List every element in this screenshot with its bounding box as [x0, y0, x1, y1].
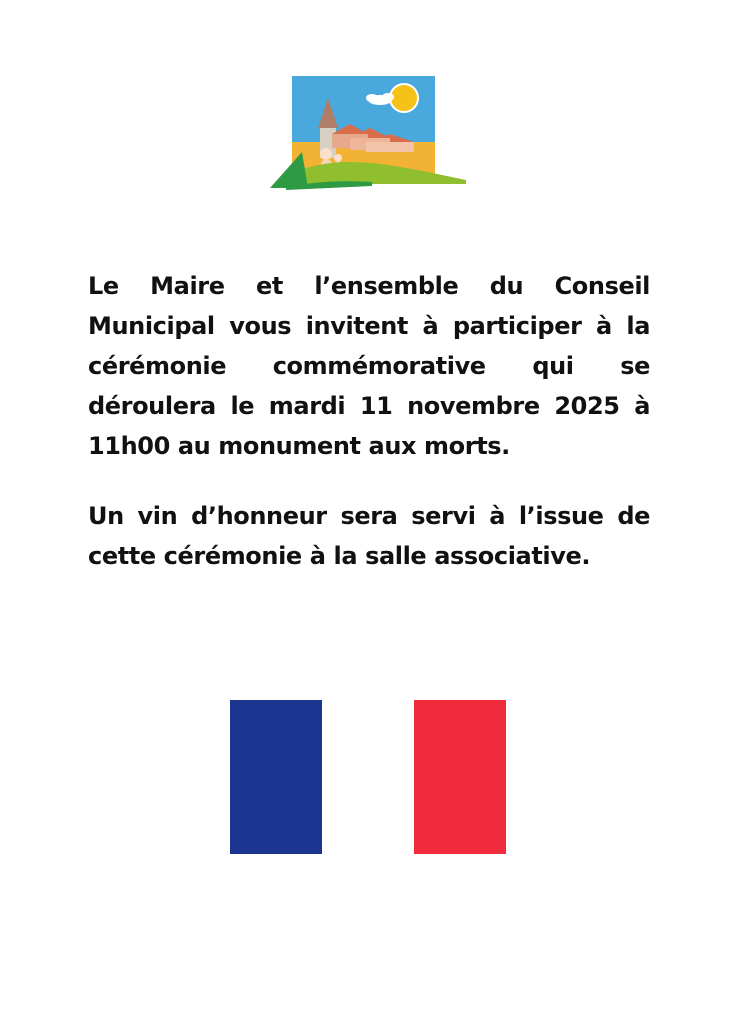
flag-blue-band — [230, 700, 322, 854]
village-church-logo-icon — [268, 76, 468, 194]
flag-white-band — [322, 700, 414, 854]
french-flag-icon — [230, 700, 506, 854]
municipal-logo — [268, 76, 468, 194]
flag-red-band — [414, 700, 506, 854]
reception-paragraph: Un vin d’honneur sera servi à l’issue de cette cérémonie à la salle associative. — [88, 502, 650, 570]
invitation-paragraph: Le Maire et l’ensemble du Conseil Municipal vous invitent à participer à la cérémonie commémorative qui se déroulera le mardi 11 novembre 2025 à 11h00 au monument aux morts. — [88, 272, 650, 460]
invitation-text — [88, 266, 650, 576]
